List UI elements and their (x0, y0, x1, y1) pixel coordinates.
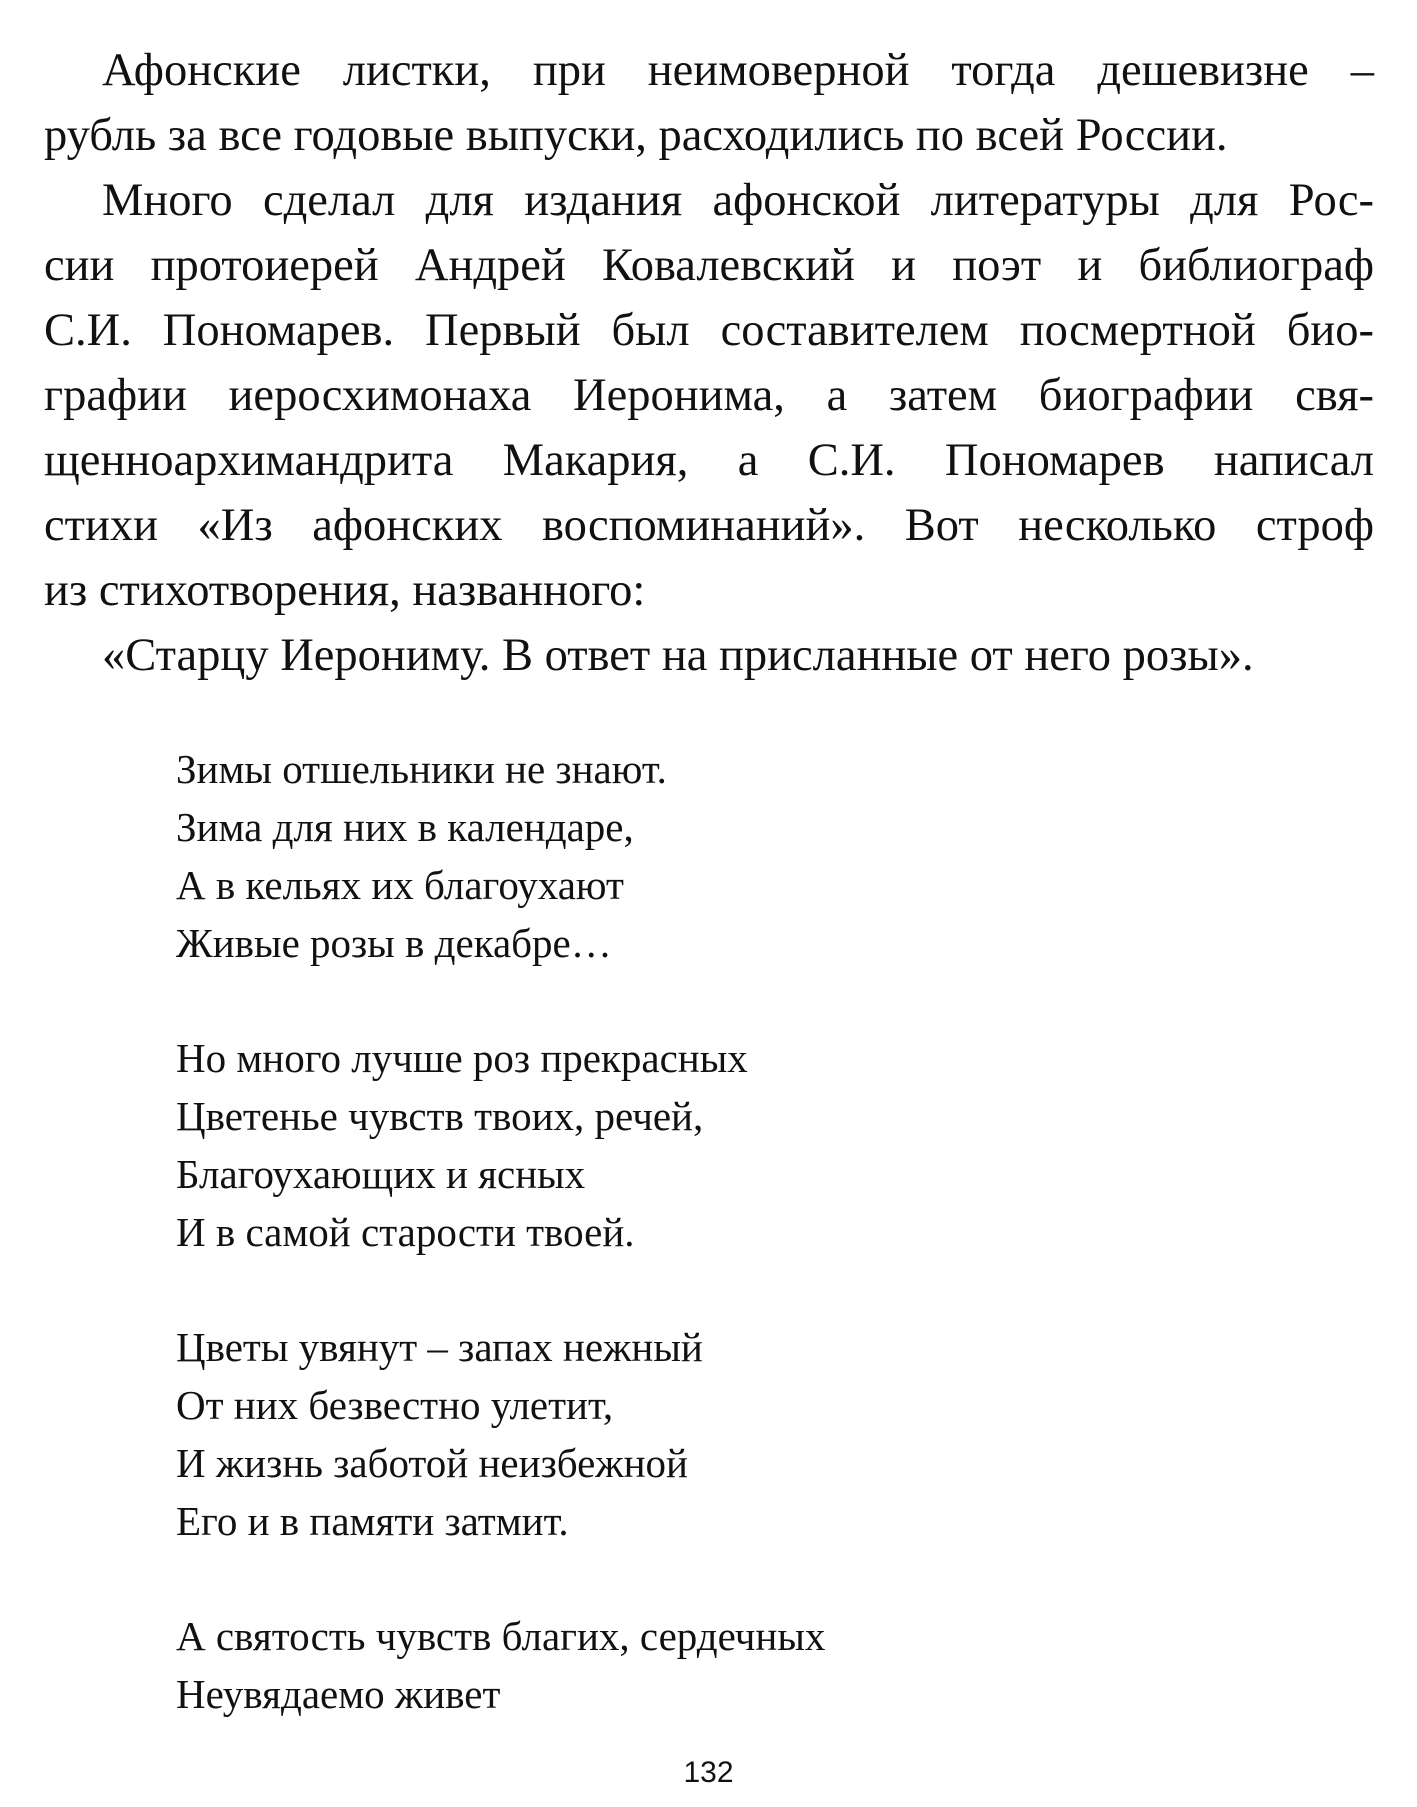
poem-verse: Зима для них в календаре, (176, 804, 634, 850)
poem-stanza-1 (176, 740, 1326, 972)
poem-verse: Живые розы в декабре… (176, 920, 612, 966)
text-line: графии иеросхимонаха Иеронима, а затем биографии свя- (44, 370, 1374, 421)
text-line: Много сделал для издания афонской литературы для Рос- (102, 175, 1374, 226)
paragraph-3-poem-title (44, 623, 1374, 688)
poem-verse: Его и в памяти затмит. (176, 1498, 569, 1544)
text-line: «Старцу Иерониму. В ответ на присланные от него розы». (102, 630, 1254, 681)
text-line: С.И. Пономарев. Первый был составителем посмертной био- (44, 305, 1374, 356)
paragraph-1 (44, 38, 1374, 168)
prose-block (44, 38, 1374, 688)
poem-stanza-2 (176, 1029, 1326, 1261)
poem-verse: И в самой старости твоей. (176, 1209, 635, 1255)
text-line: рубль за все годовые выпуски, расходились по всей России. (44, 110, 1228, 161)
poem-verse: А святость чувств благих, сердечных (176, 1613, 826, 1659)
poem-verse: Благоухающих и ясных (176, 1151, 586, 1197)
poem-verse: Цветенье чувств твоих, речей, (176, 1093, 704, 1139)
poem-stanza-4 (176, 1607, 1326, 1723)
poem-verse: Зимы отшельники не знают. (176, 746, 667, 792)
poem-verse: Неувядаемо живет (176, 1671, 501, 1717)
poem-verse: И жизнь заботой неизбежной (176, 1440, 688, 1486)
text-line: Афонские листки, при неимоверной тогда дешевизне – (102, 45, 1374, 96)
text-line: стихи «Из афонских воспоминаний». Вот несколько строф (44, 500, 1374, 551)
text-line: из стихотворения, названного: (44, 565, 646, 616)
poem-stanza-3 (176, 1318, 1326, 1550)
poem (176, 740, 1326, 1780)
page-number: 132 (683, 1756, 734, 1789)
text-line: щенноархимандрита Макария, а С.И. Пономарев написал (44, 435, 1374, 486)
poem-verse: Но много лучше роз прекрасных (176, 1035, 748, 1081)
paragraph-2 (44, 168, 1374, 623)
poem-verse: А в кельях их благоухают (176, 862, 624, 908)
text-line: сии протоиерей Андрей Ковалевский и поэт и библиограф (44, 240, 1374, 291)
poem-verse: От них безвестно улетит, (176, 1382, 614, 1428)
poem-verse: Цветы увянут – запах нежный (176, 1324, 703, 1370)
